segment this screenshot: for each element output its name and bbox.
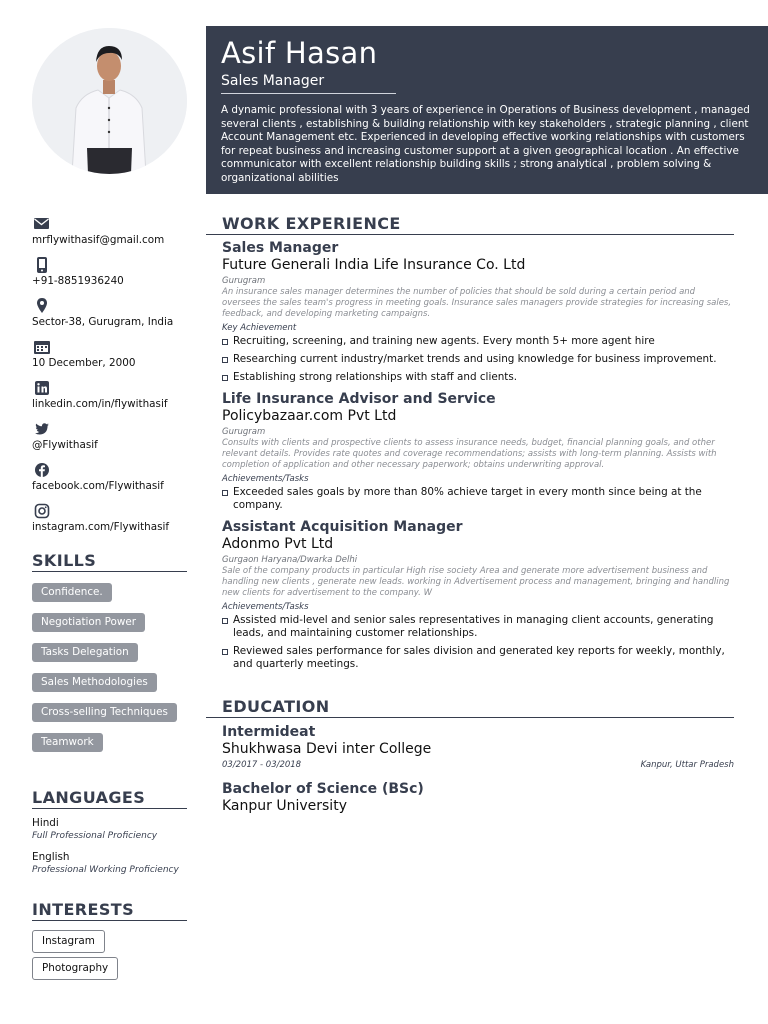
calendar-icon (32, 337, 52, 357)
language-level: Professional Working Proficiency (32, 865, 179, 875)
achievement-item (222, 335, 734, 348)
bullet-square-icon (222, 649, 228, 655)
twitter-icon (32, 419, 52, 439)
achievement-text: Researching current industry/market trends and using knowledge for business improvement. (233, 353, 717, 365)
skill-chip: Negotiation Power (32, 613, 145, 632)
education-dates: 03/2017 - 03/2018 (222, 760, 302, 770)
education-place: Kanpur, Uttar Pradesh (640, 760, 734, 770)
achievement-item (222, 371, 734, 384)
skill-chip: Sales Methodologies (32, 673, 157, 692)
language-level: Full Professional Proficiency (32, 831, 158, 841)
bullet-square-icon (222, 375, 228, 381)
job-location: Gurugram (222, 276, 266, 286)
interest-tag: Photography (32, 957, 118, 980)
education-entry (206, 724, 734, 771)
job-description: Sale of the company products in particular High rise society Area and generate more advertisement business and handling new clients , generate new leads. working in Advertisement process and management, bringing and handling new clients for advertisement to the company. W (222, 566, 730, 598)
achievement-item (222, 486, 734, 512)
section-title-skills: SKILLS (32, 551, 187, 572)
degree-title: Intermideat (222, 724, 316, 740)
main-content (206, 214, 734, 815)
interests-section (32, 900, 187, 983)
phone-icon (32, 255, 52, 275)
school-name: Shukhwasa Devi inter College (222, 741, 432, 757)
contact-instagram (32, 501, 187, 539)
contact-linkedin (32, 378, 187, 416)
candidate-role: Sales Manager (221, 72, 396, 94)
section-title-interests: INTERESTS (32, 900, 187, 921)
languages-section (32, 788, 187, 876)
achievements-label: Achievements/Tasks (222, 474, 309, 484)
job-entry (206, 519, 734, 671)
profile-summary: A dynamic professional with 3 years of experience in Operations of Business development , managed several clients , establishing & building relationship with key stakeholders , strategic planning , client Account Management etc. Experienced in developing effective working relationships with customers for repeat business and increasing customer support at a given geographical location . An effective communicator with excellent relationship building skills ; strong analytical , problem solving & organizational abilities (221, 104, 750, 184)
achievement-list (222, 486, 734, 512)
contact-text[interactable]: @Flywithasif (32, 439, 98, 451)
job-entry (206, 391, 734, 512)
achievement-text: Recruiting, screening, and training new agents. Every month 5+ more agent hire (233, 335, 655, 347)
section-title-languages: LANGUAGES (32, 788, 187, 809)
bullet-square-icon (222, 618, 228, 624)
contact-text[interactable]: mrflywithasif@gmail.com (32, 234, 165, 246)
contact-twitter (32, 419, 187, 457)
interest-tag: Instagram (32, 930, 105, 953)
degree-title: Bachelor of Science (BSc) (222, 781, 424, 797)
bullet-square-icon (222, 357, 228, 363)
contact-list (32, 214, 187, 539)
section-title-education: EDUCATION (206, 697, 734, 718)
contact-text[interactable]: +91-8851936240 (32, 275, 124, 287)
achievement-text: Assisted mid-level and senior sales representatives in managing client accounts, generating leads, and maintaining customer relationships. (233, 614, 714, 639)
achievement-list (222, 335, 734, 384)
achievements-label: Key Achievement (222, 323, 297, 333)
contact-location (32, 296, 187, 334)
job-description: Consults with clients and prospective clients to assess insurance needs, budget, financial planning goals, and other relevant details. Provides rate quotes and coverage recommendations; assists with long-term planning. Assists with completion of application and other necessary paperwork; obtains underwriting approval. (222, 438, 717, 470)
school-name: Kanpur University (222, 798, 347, 814)
candidate-name: Asif Hasan (221, 36, 378, 70)
achievement-text: Establishing strong relationships with staff and clients. (233, 371, 518, 383)
skills-list (32, 580, 187, 760)
contact-text[interactable]: instagram.com/Flywithasif (32, 521, 170, 533)
skill-chip: Teamwork (32, 733, 103, 752)
skill-chip: Cross-selling Techniques (32, 703, 177, 722)
job-location: Gurgaon Haryana/Dwarka Delhi (222, 555, 358, 565)
language-name: Hindi (32, 817, 59, 829)
job-location: Gurugram (222, 427, 266, 437)
achievement-text: Exceeded sales goals by more than 80% achieve target in every month since being at the company. (233, 486, 702, 511)
skill-chip: Confidence. (32, 583, 112, 602)
contact-text[interactable]: facebook.com/Flywithasif (32, 480, 164, 492)
header-banner (206, 26, 768, 194)
job-company: Future Generali India Life Insurance Co. Ltd (222, 257, 526, 273)
contact-text: Sector-38, Gurugram, India (32, 316, 174, 328)
contact-facebook (32, 460, 187, 498)
sidebar (32, 214, 187, 983)
section-title-work: WORK EXPERIENCE (206, 214, 734, 235)
skills-section (32, 551, 187, 760)
contact-birthday (32, 337, 187, 375)
education-entry (206, 781, 734, 815)
contact-phone (32, 255, 187, 293)
job-entry (206, 240, 734, 384)
achievements-label: Achievements/Tasks (222, 602, 309, 612)
profile-photo (32, 28, 187, 174)
contact-email (32, 214, 187, 252)
email-icon (32, 214, 52, 234)
job-company: Adonmo Pvt Ltd (222, 536, 334, 552)
job-company: Policybazaar.com Pvt Ltd (222, 408, 397, 424)
language-name: English (32, 851, 70, 863)
bullet-square-icon (222, 339, 228, 345)
person-photo-icon (32, 28, 187, 174)
job-description: An insurance sales manager determines the number of policies that should be sold during a certain period and oversees the sales team's progress in meeting goals. Insurance sales managers provide strategies for increasing sales, feedback, and developing marketing campaigns. (222, 287, 732, 319)
job-title: Assistant Acquisition Manager (222, 519, 463, 535)
instagram-icon (32, 501, 52, 521)
facebook-icon (32, 460, 52, 480)
contact-text: 10 December, 2000 (32, 357, 136, 369)
contact-text[interactable]: linkedin.com/in/flywithasif (32, 398, 168, 410)
education-meta (222, 760, 734, 771)
linkedin-icon (32, 378, 52, 398)
skill-chip: Tasks Delegation (32, 643, 138, 662)
achievement-list (222, 614, 734, 671)
achievement-text: Reviewed sales performance for sales division and generated key reports for weekly, monthly, and quarterly meetings. (233, 645, 725, 670)
achievement-item (222, 614, 734, 640)
achievement-item (222, 353, 734, 366)
job-title: Life Insurance Advisor and Service (222, 391, 496, 407)
location-pin-icon (32, 296, 52, 316)
achievement-item (222, 645, 734, 671)
job-title: Sales Manager (222, 240, 339, 256)
bullet-square-icon (222, 490, 228, 496)
